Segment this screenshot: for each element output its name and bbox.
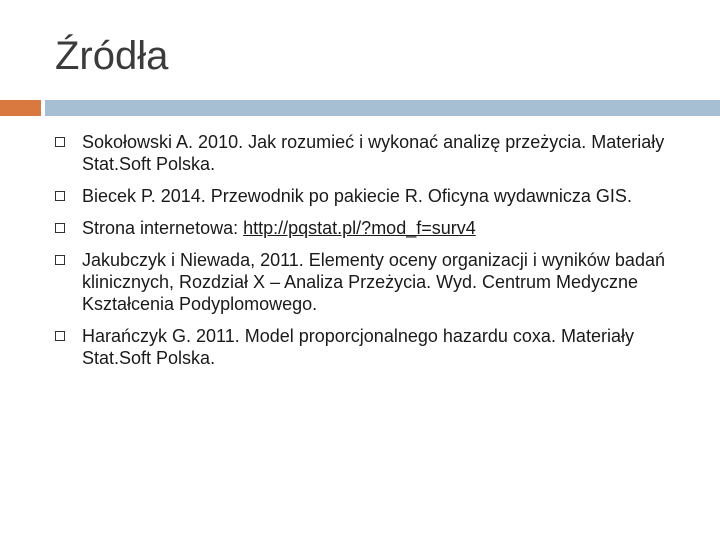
square-bullet-icon — [55, 331, 65, 341]
reference-item-3 — [55, 217, 675, 239]
reference-text: Harańczyk G. 2011. Model proporcjonalnego hazardu coxa. Materiały Stat.Soft Polska. — [82, 326, 634, 368]
square-bullet-icon — [55, 223, 65, 233]
reference-list — [55, 131, 675, 379]
reference-text: Sokołowski A. 2010. Jak rozumieć i wykonać analizę przeżycia. Materiały Stat.Soft Polska. — [82, 132, 665, 174]
reference-item-4 — [55, 249, 675, 315]
accent-bar-orange — [0, 100, 41, 116]
reference-text: Biecek P. 2014. Przewodnik po pakiecie R. Oficyna wydawnicza GIS. — [82, 186, 632, 206]
reference-prefix: Strona internetowa: — [82, 218, 244, 238]
reference-text: Jakubczyk i Niewada, 2011. Elementy oceny organizacji i wyników badań klinicznych, Rozdział X – Analiza Przeżycia. Wyd. Centrum Medyczne Kształcenia Podyplomowego. — [82, 250, 665, 314]
reference-item-1 — [55, 131, 675, 175]
square-bullet-icon — [55, 255, 65, 265]
reference-link[interactable]: http://pqstat.pl/?mod_f=surv4 — [243, 218, 476, 238]
reference-item-2 — [55, 185, 675, 207]
accent-bar-blue — [45, 100, 720, 116]
square-bullet-icon — [55, 137, 65, 147]
slide-title: Źródła — [55, 34, 169, 78]
square-bullet-icon — [55, 191, 65, 201]
reference-item-5 — [55, 325, 675, 369]
